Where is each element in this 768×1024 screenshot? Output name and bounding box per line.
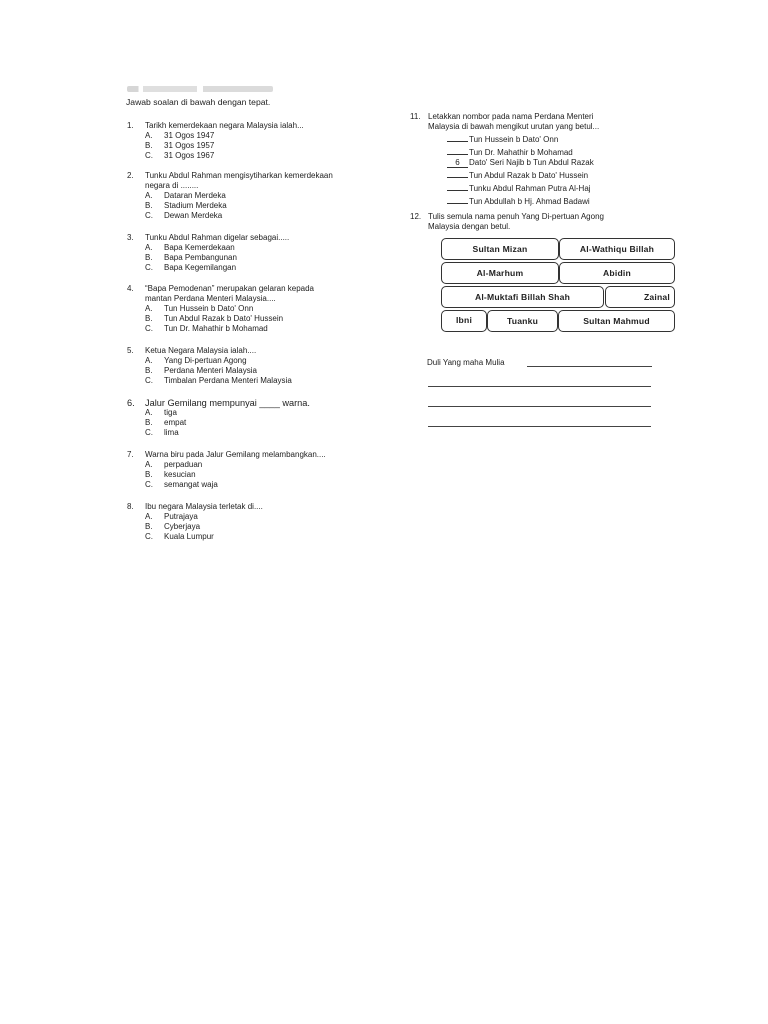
rank-item: Tunku Abdul Rahman Putra Al-Haj — [410, 181, 599, 194]
rank-blank[interactable] — [447, 194, 468, 204]
question-1: 1. Tarikh kemerdekaan negara Malaysia ialah... A. 31 Ogos 1947 B. 31 Ogos 1957 C. 31 Ogos 1967 — [127, 121, 304, 160]
question-5: 5. Ketua Negara Malaysia ialah.... A. Yang Di-pertuan Agong B. Perdana Menteri Malaysia C. Timbalan Perdana Menteri Malaysia — [127, 346, 292, 385]
word-tile: Sultan Mizan — [441, 238, 559, 260]
answer-line-3[interactable] — [428, 406, 651, 407]
question-2: 2. Tunku Abdul Rahman mengisytiharkan kemerdekaan negara di ........ A. Dataran Merdeka B. Stadium Merdeka C. Dewan Merdeka — [127, 171, 333, 220]
question-7: 7. Warna biru pada Jalur Gemilang melambangkan.... A. perpaduan B. kesucian C. semangat waja — [127, 450, 326, 489]
word-tile: Sultan Mahmud — [558, 310, 675, 332]
question-12: 12. Tulis semula nama penuh Yang Di-pertuan Agong Malaysia dengan betul. — [410, 212, 604, 231]
instruction-text: Jawab soalan di bawah dengan tepat. — [126, 97, 271, 107]
rank-item: Tun Hussein b Dato' Onn — [410, 132, 599, 145]
answer-line-4[interactable] — [428, 426, 651, 427]
rank-blank[interactable] — [447, 132, 468, 142]
rank-item: Tun Abdul Razak b Dato' Hussein — [410, 168, 599, 181]
rank-blank[interactable] — [447, 181, 468, 191]
word-tile: Ibni — [441, 310, 487, 332]
word-tile: Abidin — [559, 262, 675, 284]
word-tile: Al-Muktafi Billah Shah — [441, 286, 604, 308]
question-11: 11. Letakkan nombor pada nama Perdana Menteri Malaysia di bawah mengikut urutan yang betul... Tun Hussein b Dato' Onn Tun Dr. Mahathir b Mohamad 6 Dato' Seri Najib b Tun Abdul Razak Tun Abdul Razak b Dato' Hussein Tunku Abdul Rahman Putra Al-Haj Tun Abdullah b Hj. Ahmad Badawi — [410, 112, 600, 206]
rank-item: Tun Abdullah b Hj. Ahmad Badawi — [410, 194, 599, 207]
question-4: 4. “Bapa Pemodenan” merupakan gelaran kepada mantan Perdana Menteri Malaysia.... A. Tun Hussein b Dato' Onn B. Tun Abdul Razak b Dato' Hussein C. Tun Dr. Mahathir b Mohamad — [127, 284, 315, 333]
word-tile: Al-Wathiqu Billah — [559, 238, 675, 260]
rank-item: Tun Dr. Mahathir b Mohamad — [410, 145, 599, 158]
word-tile: Al-Marhum — [441, 262, 559, 284]
question-3: 3. Tunku Abdul Rahman digelar sebagai..... A. Bapa Kemerdekaan B. Bapa Pembangunan C. Bapa Kegemilangan — [127, 233, 290, 272]
answer-prefix: Duli Yang maha Mulia — [427, 358, 505, 367]
rank-blank[interactable] — [447, 145, 468, 155]
word-tile: Tuanku — [487, 310, 558, 332]
rank-blank[interactable]: 6 — [447, 158, 468, 168]
faded-header — [127, 86, 273, 92]
question-6: 6. Jalur Gemilang mempunyai ____ warna. A. tiga B. empat C. lima — [127, 398, 310, 437]
answer-line-2[interactable] — [428, 386, 651, 387]
question-8: 8. Ibu negara Malaysia terletak di.... A. Putrajaya B. Cyberjaya C. Kuala Lumpur — [127, 502, 263, 541]
word-tile-grid — [440, 237, 676, 335]
rank-item: 6 Dato' Seri Najib b Tun Abdul Razak — [410, 158, 599, 168]
word-tile: Zainal — [605, 286, 675, 308]
rank-blank[interactable] — [447, 168, 468, 178]
answer-line-1[interactable] — [527, 366, 652, 367]
